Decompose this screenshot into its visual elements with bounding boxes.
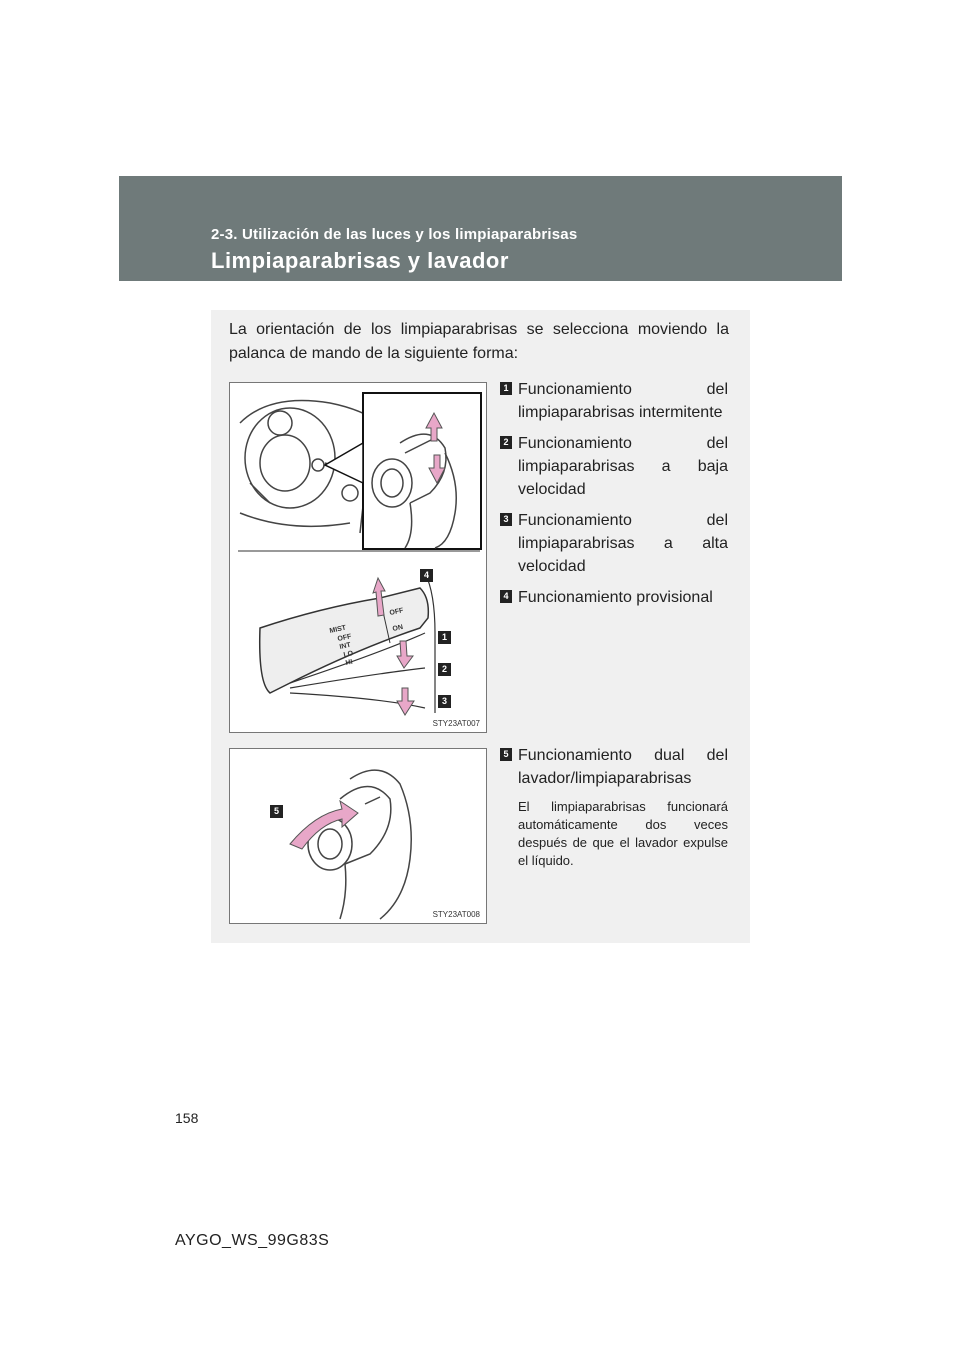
section-title: 2-3. Utilización de las luces y los limpiaparabrisas xyxy=(211,226,578,243)
stalk-label-int: INT xyxy=(338,641,352,651)
callout-1: 1 xyxy=(438,631,451,644)
list-item xyxy=(500,378,728,424)
page-number: 158 xyxy=(175,1110,199,1126)
figure-code: STY23AT007 xyxy=(432,719,480,728)
wiper-lever-drawing xyxy=(230,383,486,732)
item-text: Funcionamiento provisional xyxy=(518,589,713,606)
callout-2: 2 xyxy=(438,663,451,676)
callout-3: 3 xyxy=(438,695,451,708)
list-item xyxy=(500,586,728,609)
stalk-label-mist: MIST xyxy=(328,624,347,635)
item-number-badge: 2 xyxy=(500,436,512,449)
tip-label-off: OFF xyxy=(388,607,405,617)
figure-code: STY23AT008 xyxy=(432,910,480,919)
washer-mode-list xyxy=(500,744,728,870)
list-item xyxy=(500,432,728,501)
item-number-badge: 1 xyxy=(500,382,512,395)
list-item xyxy=(500,744,728,790)
stalk-label-hi: HI xyxy=(344,658,354,667)
callout-5: 5 xyxy=(270,805,283,818)
section-header xyxy=(119,176,842,281)
list-item xyxy=(500,509,728,578)
page-title: Limpiaparabrisas y lavador xyxy=(211,248,509,273)
item-note: El limpiaparabrisas funcionará automáticamente dos veces después de que el lavador expulse el líquido. xyxy=(518,799,728,868)
item-text: Funcionamiento dual del lavador/limpiaparabrisas xyxy=(518,747,728,787)
wiper-modes-list xyxy=(500,378,728,617)
washer-lever-illustration xyxy=(229,748,487,924)
callout-4: 4 xyxy=(420,569,433,582)
tip-label-on: ON xyxy=(391,623,404,633)
document-code: AYGO_WS_99G83S xyxy=(175,1232,330,1249)
stalk-label-lo: LO xyxy=(342,650,354,659)
item-text: Funcionamiento del limpiaparabrisas intermitente xyxy=(518,381,728,421)
stalk-label-off: OFF xyxy=(336,633,353,643)
item-number-badge: 5 xyxy=(500,748,512,761)
item-number-badge: 4 xyxy=(500,590,512,603)
item-text: Funcionamiento del limpiaparabrisas a baja velocidad xyxy=(518,435,728,498)
washer-lever-drawing xyxy=(230,749,486,923)
item-text: Funcionamiento del limpiaparabrisas a alta velocidad xyxy=(518,512,728,575)
wiper-lever-illustration xyxy=(229,382,487,733)
intro-paragraph: La orientación de los limpiaparabrisas se selecciona moviendo la palanca de mando de la siguiente forma: xyxy=(229,321,729,362)
item-number-badge: 3 xyxy=(500,513,512,526)
